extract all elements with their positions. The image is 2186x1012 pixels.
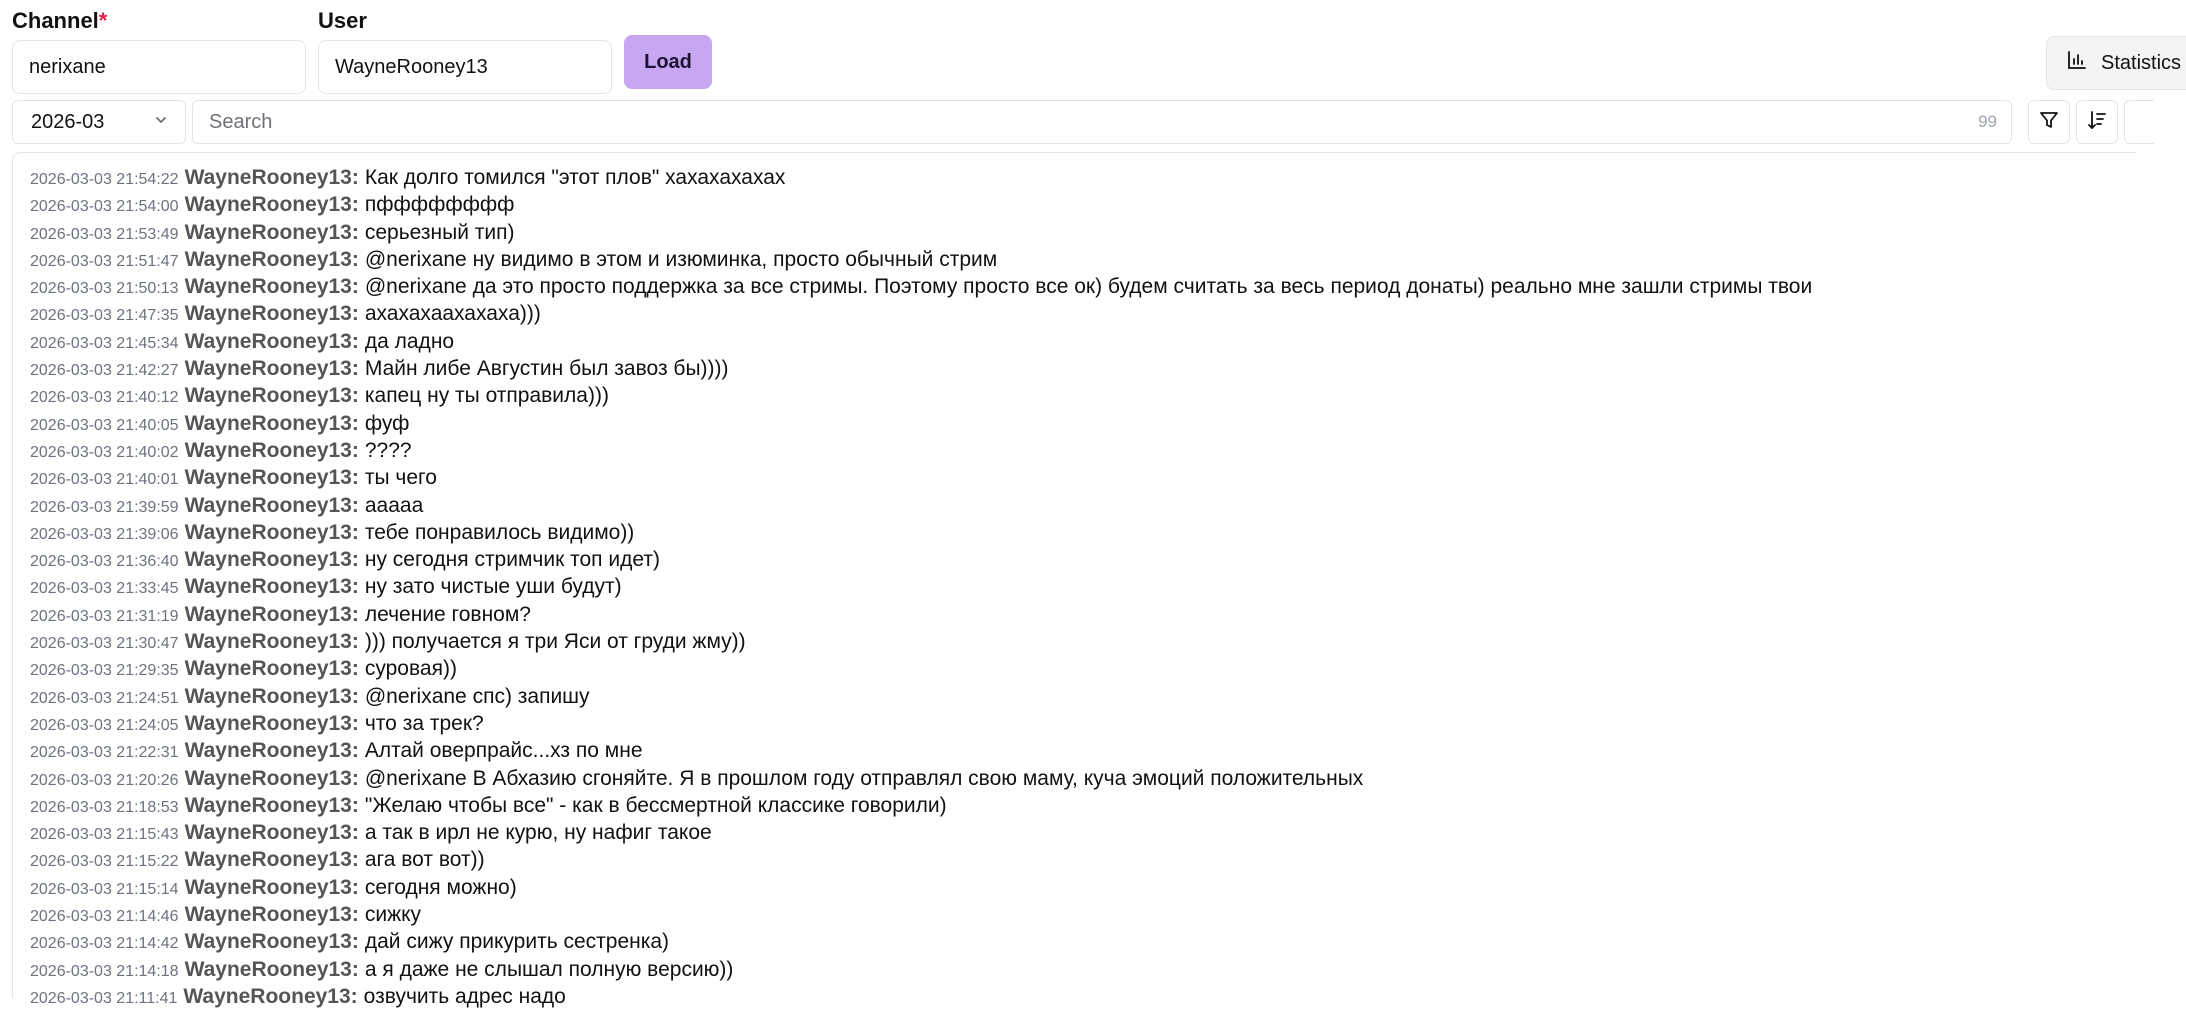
message-timestamp: 2026-03-03 21:29:35 xyxy=(30,662,179,680)
username-separator: : xyxy=(351,357,359,381)
message-username[interactable]: WayneRooney13 xyxy=(184,466,352,490)
chat-message-row xyxy=(13,164,2136,191)
message-text: ???? xyxy=(364,438,412,462)
username-separator: : xyxy=(351,903,359,927)
chat-message-row xyxy=(13,546,2136,573)
chat-message-row xyxy=(13,573,2136,600)
sort-button[interactable] xyxy=(2076,100,2118,144)
message-text: фуф xyxy=(364,411,410,435)
message-username[interactable]: WayneRooney13 xyxy=(184,711,352,735)
message-text: ну зато чистые уши будут) xyxy=(364,575,622,599)
message-timestamp: 2026-03-03 21:40:05 xyxy=(30,416,179,434)
username-separator: : xyxy=(351,848,359,872)
message-username[interactable]: WayneRooney13 xyxy=(184,602,352,626)
result-count: 99 xyxy=(1978,112,1997,131)
chat-message-row xyxy=(13,273,2136,300)
username-separator: : xyxy=(351,438,359,462)
chat-message-row xyxy=(13,382,2136,409)
username-separator: : xyxy=(351,957,359,981)
username-separator: : xyxy=(351,166,359,189)
bar-chart-icon xyxy=(2067,50,2087,76)
message-username[interactable]: WayneRooney13 xyxy=(183,984,351,1008)
chat-message-row xyxy=(13,683,2136,710)
message-text: лечение говном? xyxy=(364,602,531,626)
message-timestamp: 2026-03-03 21:50:13 xyxy=(30,280,179,298)
message-username[interactable]: WayneRooney13 xyxy=(184,220,352,244)
month-select[interactable] xyxy=(12,100,186,144)
message-text: ааааа xyxy=(364,493,424,517)
message-username[interactable]: WayneRooney13 xyxy=(184,357,352,381)
message-timestamp: 2026-03-03 21:14:18 xyxy=(30,962,179,980)
statistics-button[interactable] xyxy=(2046,36,2186,90)
message-text: сижку xyxy=(364,903,422,927)
user-label: User xyxy=(318,8,367,33)
message-timestamp: 2026-03-03 21:18:53 xyxy=(30,798,179,816)
message-username[interactable]: WayneRooney13 xyxy=(184,329,352,353)
message-text: ты чего xyxy=(364,466,437,490)
message-username[interactable]: WayneRooney13 xyxy=(184,193,352,217)
username-separator: : xyxy=(351,575,359,599)
message-timestamp: 2026-03-03 21:24:05 xyxy=(30,716,179,734)
message-username[interactable]: WayneRooney13 xyxy=(184,793,352,817)
chat-message-row xyxy=(13,928,2136,955)
message-text: ага вот вот)) xyxy=(364,848,485,872)
username-separator: : xyxy=(351,548,359,572)
message-username[interactable]: WayneRooney13 xyxy=(184,166,352,189)
message-text: озвучить адрес надо xyxy=(363,984,566,1008)
message-timestamp: 2026-03-03 21:45:34 xyxy=(30,334,179,352)
message-username[interactable]: WayneRooney13 xyxy=(184,247,352,271)
channel-label: Channel* xyxy=(12,8,108,33)
message-text: а так в ирл не курю, ну нафиг такое xyxy=(364,821,712,845)
username-separator: : xyxy=(351,302,359,326)
message-timestamp: 2026-03-03 21:22:31 xyxy=(30,744,179,762)
chat-message-row xyxy=(13,300,2136,327)
filter-icon xyxy=(2038,109,2060,136)
message-timestamp: 2026-03-03 21:33:45 xyxy=(30,580,179,598)
load-button[interactable]: Load xyxy=(624,35,712,89)
message-timestamp: 2026-03-03 21:20:26 xyxy=(30,771,179,789)
chat-message-row xyxy=(13,437,2136,464)
message-text: "Желаю чтобы все" - как в бессмертной классике говорили) xyxy=(364,793,947,817)
message-username[interactable]: WayneRooney13 xyxy=(184,630,352,654)
chat-message-row xyxy=(13,410,2136,437)
message-username[interactable]: WayneRooney13 xyxy=(184,821,352,845)
username-separator: : xyxy=(351,630,359,654)
required-marker: * xyxy=(98,8,108,33)
chat-message-row xyxy=(13,355,2136,382)
search-input[interactable] xyxy=(193,101,2011,143)
message-timestamp: 2026-03-03 21:51:47 xyxy=(30,252,179,270)
chat-message-row xyxy=(13,492,2136,519)
chat-message-row xyxy=(13,737,2136,764)
message-text: тебе понравилось видимо)) xyxy=(364,520,635,544)
sort-descending-icon xyxy=(2086,109,2108,136)
message-timestamp: 2026-03-03 21:15:14 xyxy=(30,880,179,898)
message-text: @nerixane спс) запишу xyxy=(364,684,590,708)
username-separator: : xyxy=(350,984,358,1008)
chat-message-row xyxy=(13,191,2136,218)
message-text: да ладно xyxy=(364,329,455,353)
message-username[interactable]: WayneRooney13 xyxy=(184,657,352,681)
message-timestamp: 2026-03-03 21:15:22 xyxy=(30,853,179,871)
chat-message-row xyxy=(13,246,2136,273)
message-text: Как долго томился "этот плов" хахахахахах xyxy=(364,166,786,189)
message-text: ))) получается я три Яси от груди жму)) xyxy=(364,630,746,654)
channel-field xyxy=(12,6,306,94)
message-timestamp: 2026-03-03 21:30:47 xyxy=(30,635,179,653)
message-timestamp: 2026-03-03 21:11:41 xyxy=(30,989,178,1007)
message-text: @nerixane ну видимо в этом и изюминка, просто обычный стрим xyxy=(364,247,998,271)
message-timestamp: 2026-03-03 21:31:19 xyxy=(30,607,179,625)
chat-message-row xyxy=(13,901,2136,928)
chat-message-row xyxy=(13,765,2136,792)
chat-message-row xyxy=(13,601,2136,628)
message-username[interactable]: WayneRooney13 xyxy=(184,903,352,927)
message-username[interactable]: WayneRooney13 xyxy=(184,411,352,435)
username-separator: : xyxy=(351,766,359,790)
message-username[interactable]: WayneRooney13 xyxy=(184,275,352,299)
username-separator: : xyxy=(351,657,359,681)
user-field xyxy=(318,6,612,94)
message-text: что за трек? xyxy=(364,711,484,735)
username-separator: : xyxy=(351,711,359,735)
message-username[interactable]: WayneRooney13 xyxy=(184,930,352,954)
message-username[interactable]: WayneRooney13 xyxy=(184,548,352,572)
chat-message-row xyxy=(13,846,2136,873)
chat-message-row xyxy=(13,328,2136,355)
channel-input[interactable] xyxy=(12,40,306,94)
message-text: серьезный тип) xyxy=(364,220,515,244)
message-text: Майн либе Августин был завоз бы)))) xyxy=(364,357,729,381)
chat-message-row xyxy=(13,628,2136,655)
top-form xyxy=(12,0,2182,98)
filter-button[interactable] xyxy=(2028,100,2070,144)
username-separator: : xyxy=(351,520,359,544)
message-text: дай сижу прикурить сестренка) xyxy=(364,930,670,954)
message-timestamp: 2026-03-03 21:47:35 xyxy=(30,307,179,325)
message-timestamp: 2026-03-03 21:54:00 xyxy=(30,198,179,216)
message-text: пфффффффф xyxy=(364,193,515,217)
username-separator: : xyxy=(351,247,359,271)
chat-message-row xyxy=(13,519,2136,546)
message-timestamp: 2026-03-03 21:53:49 xyxy=(30,225,179,243)
message-timestamp: 2026-03-03 21:40:01 xyxy=(30,471,179,489)
month-value: 2026-03 xyxy=(31,110,105,133)
chat-message-row xyxy=(13,956,2136,983)
message-timestamp: 2026-03-03 21:40:02 xyxy=(30,443,179,461)
message-text: суровая)) xyxy=(364,657,457,681)
username-separator: : xyxy=(351,220,359,244)
username-separator: : xyxy=(351,493,359,517)
message-username[interactable]: WayneRooney13 xyxy=(184,302,352,326)
chat-message-row xyxy=(13,655,2136,682)
chat-message-row xyxy=(13,792,2136,819)
username-separator: : xyxy=(351,930,359,954)
chat-message-row xyxy=(13,219,2136,246)
username-separator: : xyxy=(351,384,359,408)
message-username[interactable]: WayneRooney13 xyxy=(184,684,352,708)
message-timestamp: 2026-03-03 21:24:51 xyxy=(30,689,179,707)
filter-toolbar xyxy=(12,100,2136,144)
message-text: а я даже не слышал полную версию)) xyxy=(364,957,734,981)
message-username[interactable]: WayneRooney13 xyxy=(184,384,352,408)
chat-message-row xyxy=(13,819,2136,846)
message-username[interactable]: WayneRooney13 xyxy=(184,766,352,790)
message-text: @nerixane В Абхазию сгоняйте. Я в прошлом году отправлял свою маму, куча эмоций положительных xyxy=(364,766,1364,790)
message-timestamp: 2026-03-03 21:39:59 xyxy=(30,498,179,516)
username-separator: : xyxy=(351,411,359,435)
search-box xyxy=(192,100,2012,144)
message-username[interactable]: WayneRooney13 xyxy=(184,520,352,544)
message-text: капец ну ты отправила))) xyxy=(364,384,609,408)
username-separator: : xyxy=(351,739,359,763)
message-timestamp: 2026-03-03 21:54:22 xyxy=(30,171,179,188)
username-separator: : xyxy=(351,275,359,299)
message-text: ахахахаахахаха))) xyxy=(364,302,541,326)
user-input[interactable] xyxy=(318,40,612,94)
username-separator: : xyxy=(351,684,359,708)
statistics-label: Statistics xyxy=(2101,51,2182,74)
message-username[interactable]: WayneRooney13 xyxy=(184,739,352,763)
message-text: ну сегодня стримчик топ идет) xyxy=(364,548,660,572)
message-timestamp: 2026-03-03 21:14:42 xyxy=(30,935,179,953)
username-separator: : xyxy=(351,602,359,626)
username-separator: : xyxy=(351,821,359,845)
message-username[interactable]: WayneRooney13 xyxy=(184,493,352,517)
chat-log xyxy=(12,152,2136,1008)
message-username[interactable]: WayneRooney13 xyxy=(184,957,352,981)
message-timestamp: 2026-03-03 21:15:43 xyxy=(30,826,179,844)
username-separator: : xyxy=(351,329,359,353)
username-separator: : xyxy=(351,193,359,217)
message-timestamp: 2026-03-03 21:42:27 xyxy=(30,362,179,380)
chat-message-row xyxy=(13,464,2136,491)
message-text: Алтай оверпрайс...хз по мне xyxy=(364,739,643,763)
message-timestamp: 2026-03-03 21:36:40 xyxy=(30,553,179,571)
message-username[interactable]: WayneRooney13 xyxy=(184,575,352,599)
username-separator: : xyxy=(351,466,359,490)
message-timestamp: 2026-03-03 21:40:12 xyxy=(30,389,179,407)
message-text: @nerixane да это просто поддержка за все стримы. Поэтому просто все ок) будем считать за весь период донаты) реально мне зашли стримы твои xyxy=(364,275,1813,299)
username-separator: : xyxy=(351,793,359,817)
chat-message-row xyxy=(13,983,2136,1010)
message-text: сегодня можно) xyxy=(364,875,517,899)
chat-message-row xyxy=(13,710,2136,737)
message-username[interactable]: WayneRooney13 xyxy=(184,875,352,899)
message-username[interactable]: WayneRooney13 xyxy=(184,438,352,462)
chevron-down-icon xyxy=(153,111,169,134)
more-button[interactable] xyxy=(2124,100,2154,144)
message-username[interactable]: WayneRooney13 xyxy=(184,848,352,872)
username-separator: : xyxy=(351,875,359,899)
message-timestamp: 2026-03-03 21:39:06 xyxy=(30,525,179,543)
message-timestamp: 2026-03-03 21:14:46 xyxy=(30,908,179,926)
chat-message-row xyxy=(13,874,2136,901)
